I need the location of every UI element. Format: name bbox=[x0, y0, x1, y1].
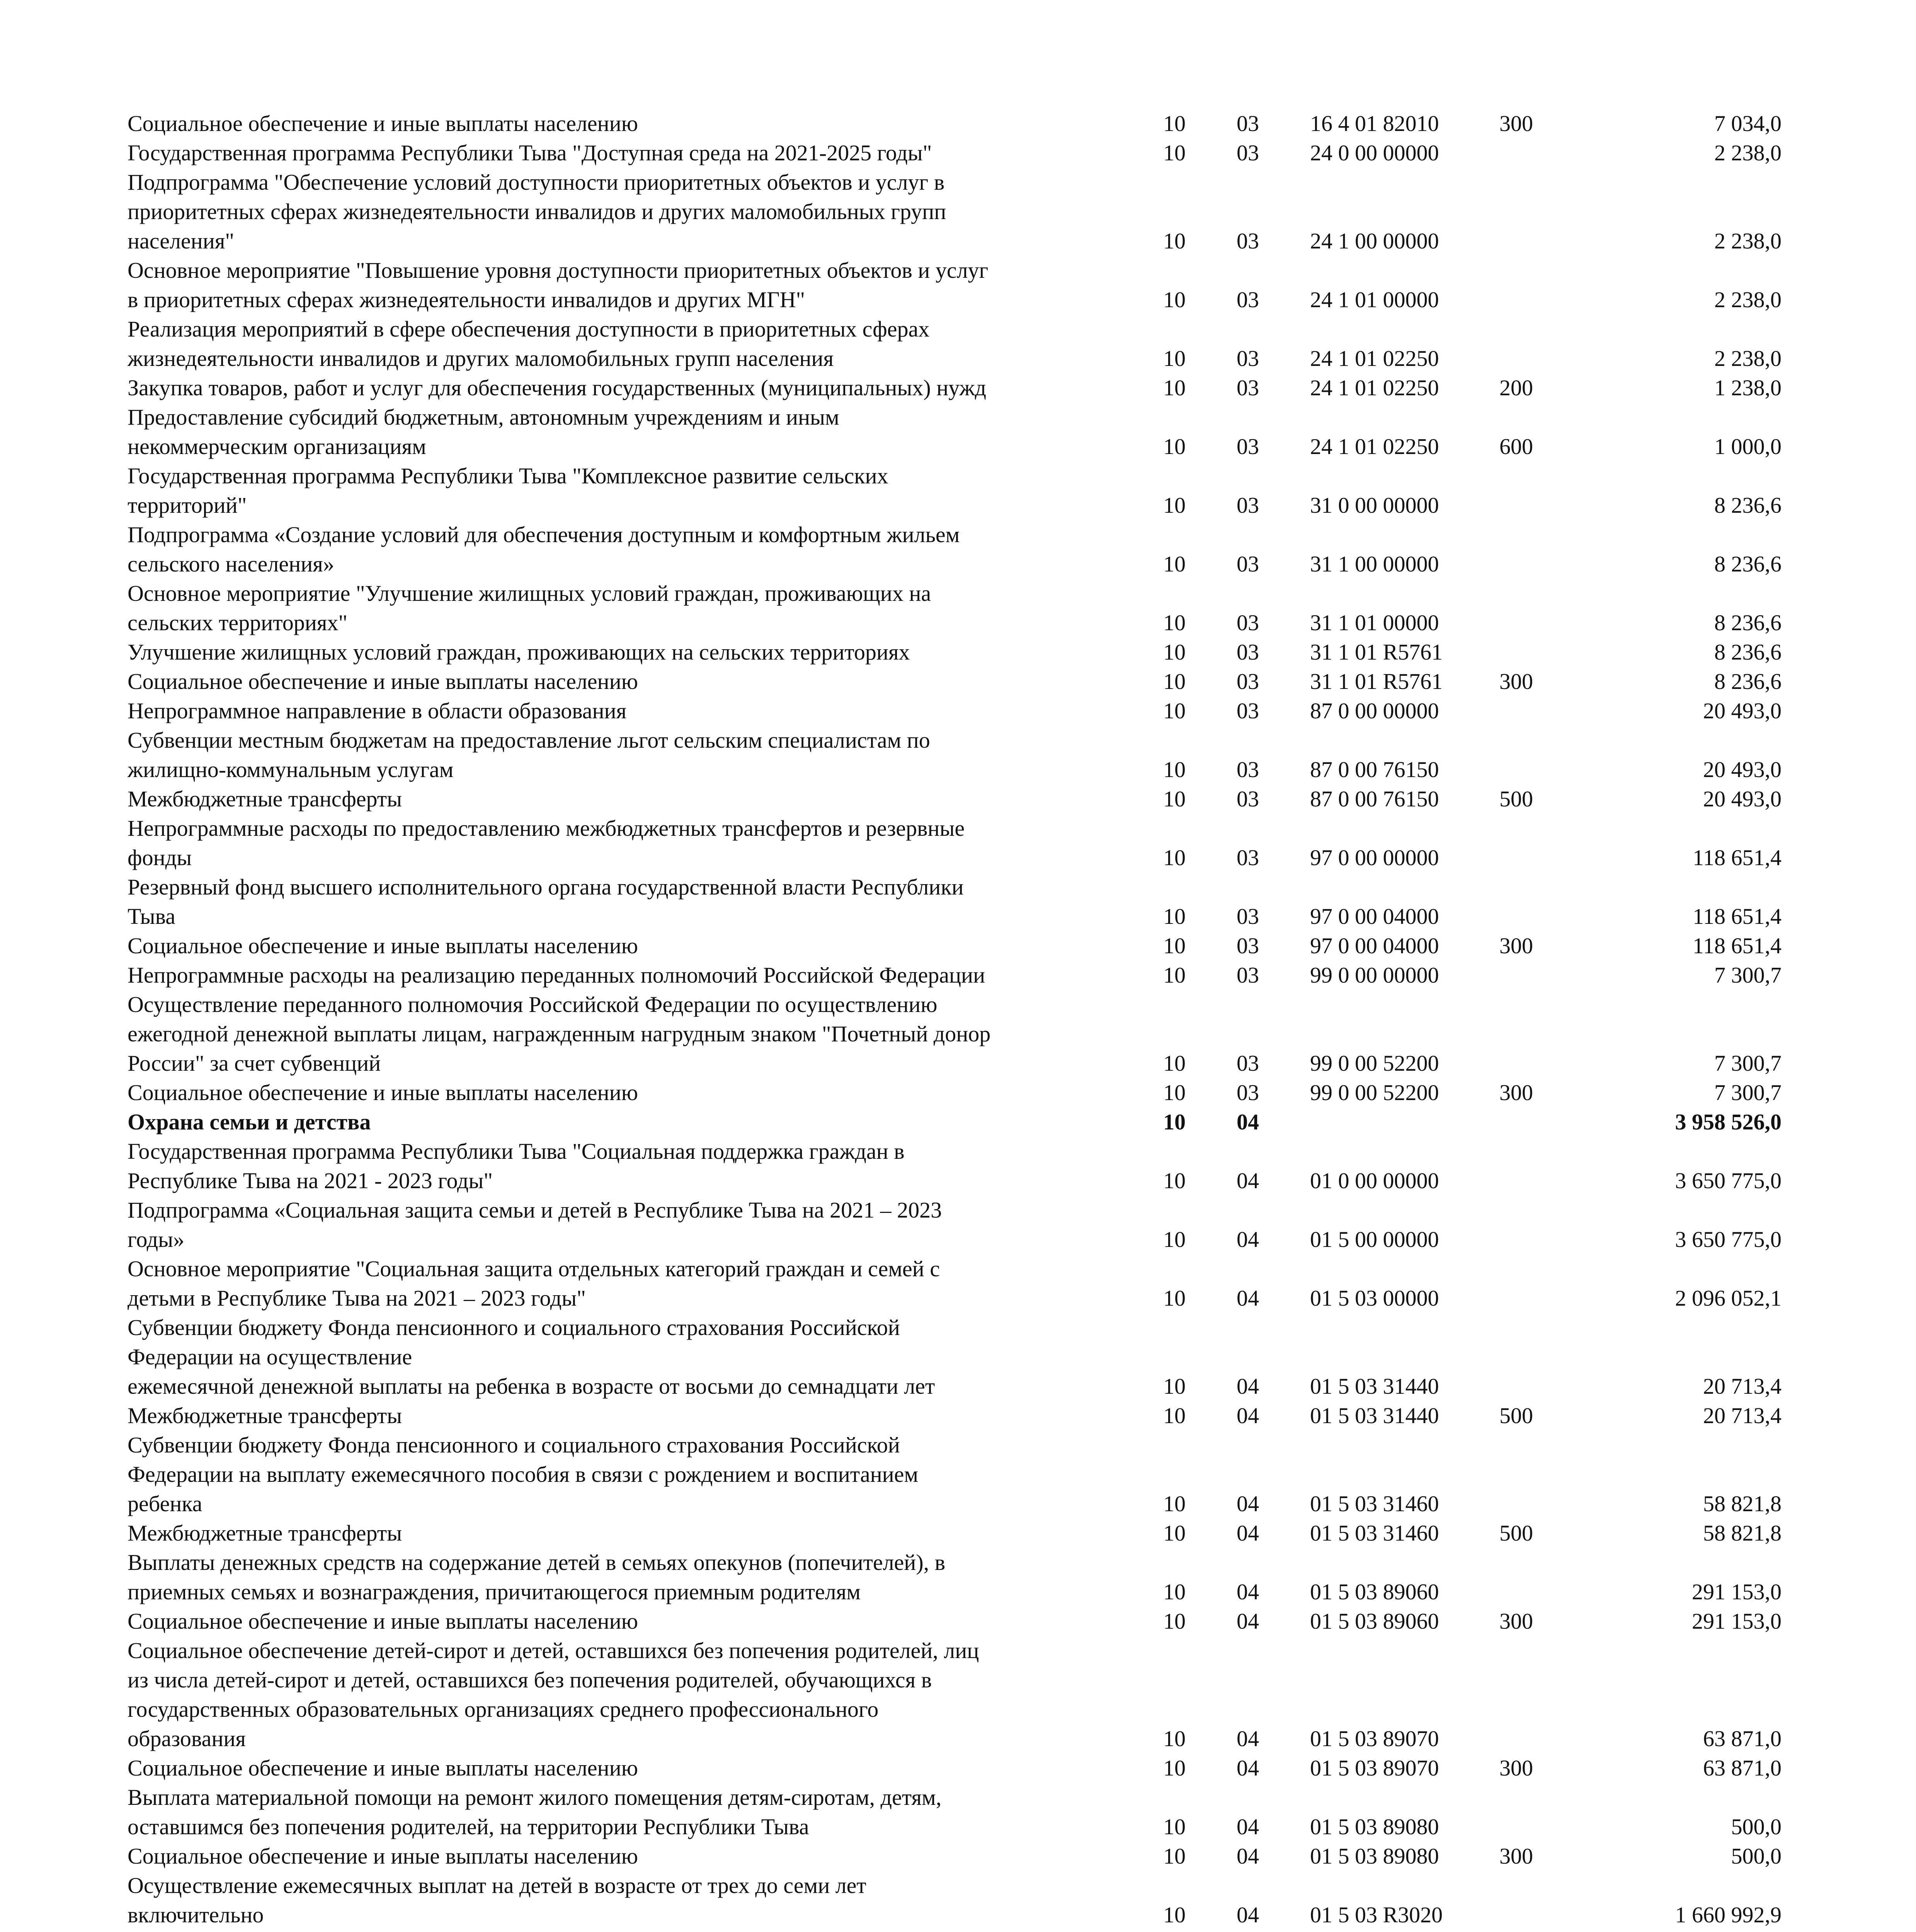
amount-cell: 3 650 775,0 bbox=[1675, 1227, 1782, 1252]
amount-cell: 2 238,0 bbox=[1714, 287, 1782, 312]
amount-cell: 20 493,0 bbox=[1703, 786, 1782, 811]
section-code-cell: 10 bbox=[1163, 493, 1186, 518]
target-article-code-cell: 24 1 01 00000 bbox=[1310, 287, 1439, 312]
table-row bbox=[128, 696, 1789, 726]
subsection-code-cell: 03 bbox=[1237, 434, 1259, 459]
subsection-code-cell: 04 bbox=[1237, 1403, 1259, 1428]
amount-cell: 63 871,0 bbox=[1703, 1726, 1782, 1751]
expense-type-code-cell: 300 bbox=[1499, 1844, 1533, 1869]
table-row bbox=[128, 1313, 1789, 1401]
expense-type-code-cell: 500 bbox=[1499, 1403, 1533, 1428]
table-row bbox=[128, 1783, 1789, 1842]
expense-type-code-cell bbox=[1480, 1871, 1577, 1930]
amount-cell: 20 493,0 bbox=[1703, 757, 1782, 782]
subsection-code-cell: 03 bbox=[1237, 140, 1259, 165]
table-row bbox=[128, 520, 1789, 579]
expense-type-code-cell bbox=[1480, 990, 1577, 1078]
target-article-code-cell: 01 5 03 31440 bbox=[1310, 1403, 1439, 1428]
expense-name-cell: Межбюджетные трансферты bbox=[128, 786, 402, 811]
target-article-code-cell: 87 0 00 00000 bbox=[1310, 698, 1439, 723]
table-row bbox=[128, 403, 1789, 461]
table-row bbox=[128, 990, 1789, 1078]
target-article-code-cell bbox=[1295, 1107, 1480, 1137]
expense-name-cell: Социальное обеспечение и иные выплаты населению bbox=[128, 1080, 638, 1105]
section-code-cell: 10 bbox=[1163, 111, 1186, 136]
section-code-cell: 10 bbox=[1163, 1902, 1186, 1927]
amount-cell: 8 236,6 bbox=[1714, 669, 1782, 694]
table-row bbox=[128, 1930, 1789, 1932]
section-code-cell: 10 bbox=[1163, 1403, 1186, 1428]
target-article-code-cell: 24 1 01 02250 bbox=[1310, 346, 1439, 371]
section-code-cell: 10 bbox=[1163, 1520, 1186, 1546]
expense-type-code-cell bbox=[1480, 1254, 1577, 1313]
subsection-code-cell: 04 bbox=[1237, 1374, 1259, 1399]
expense-name-cell: Реализация мероприятий в сфере обеспечения доступности в приоритетных сферах жизнедеятельности инвалидов и других маломобильных групп населения bbox=[128, 316, 930, 371]
subsection-code-cell: 04 bbox=[1237, 1109, 1259, 1134]
expense-type-code-cell bbox=[1480, 1548, 1577, 1607]
amount-cell: 7 034,0 bbox=[1714, 111, 1782, 136]
amount-cell: 500,0 bbox=[1731, 1844, 1782, 1869]
section-code-cell: 10 bbox=[1163, 1814, 1186, 1839]
expense-name-cell: Социальное обеспечение и иные выплаты населению bbox=[128, 1844, 638, 1869]
target-article-code-cell: 01 5 03 31440 bbox=[1310, 1374, 1439, 1399]
subsection-code-cell: 04 bbox=[1237, 1491, 1259, 1516]
expense-type-code-cell bbox=[1480, 696, 1577, 726]
table-row bbox=[128, 1519, 1789, 1548]
subsection-code-cell: 03 bbox=[1237, 1051, 1259, 1076]
target-article-code-cell: 31 1 01 R5761 bbox=[1310, 639, 1443, 665]
expense-name-cell: Основное мероприятие "Повышение уровня доступности приоритетных объектов и услуг в приоритетных сферах жизнедеятельности инвалидов и других МГН" bbox=[128, 258, 989, 312]
section-code-cell: 10 bbox=[1163, 963, 1186, 988]
expense-name-cell: Межбюджетные трансферты bbox=[128, 1520, 402, 1546]
subsection-code-cell: 03 bbox=[1237, 551, 1259, 577]
subsection-code-cell: 03 bbox=[1237, 845, 1259, 870]
amount-cell: 7 300,7 bbox=[1714, 1051, 1782, 1076]
section-code-cell: 10 bbox=[1163, 551, 1186, 577]
subsection-code-cell: 04 bbox=[1237, 1168, 1259, 1193]
subsection-code-cell: 03 bbox=[1237, 287, 1259, 312]
section-code-cell: 10 bbox=[1163, 1080, 1186, 1105]
target-article-code-cell: 01 5 00 00000 bbox=[1310, 1227, 1439, 1252]
subsection-code-cell: 04 bbox=[1237, 1726, 1259, 1751]
amount-cell: 1 660 992,9 bbox=[1675, 1902, 1782, 1927]
subsection-code-cell: 03 bbox=[1237, 610, 1259, 635]
expense-type-code-cell: 300 bbox=[1499, 1080, 1533, 1105]
subsection-code-cell: 03 bbox=[1237, 786, 1259, 811]
expense-name-cell: Непрограммное направление в области образования bbox=[128, 698, 627, 723]
table-row bbox=[128, 168, 1789, 256]
section-code-cell: 10 bbox=[1163, 287, 1186, 312]
section-code-cell: 10 bbox=[1163, 434, 1186, 459]
section-code-cell: 10 bbox=[1163, 786, 1186, 811]
table-row bbox=[128, 579, 1789, 638]
section-code-cell: 10 bbox=[1163, 1168, 1186, 1193]
amount-cell: 8 236,6 bbox=[1714, 639, 1782, 665]
subsection-code-cell: 04 bbox=[1237, 1609, 1259, 1634]
expense-type-code-cell bbox=[1480, 168, 1577, 256]
amount-cell: 3 958 526,0 bbox=[1675, 1109, 1782, 1134]
expense-name-cell: Выплата материальной помощи на ремонт жилого помещения детям-сиротам, детям, оставшимся без попечения родителей, на территории Республики Тыва bbox=[128, 1785, 942, 1839]
expense-type-code-cell bbox=[1480, 1783, 1577, 1842]
amount-cell: 7 300,7 bbox=[1714, 963, 1782, 988]
expense-name-cell: Охрана семьи и детства bbox=[128, 1109, 371, 1134]
table-row bbox=[128, 1254, 1789, 1313]
subsection-code-cell: 04 bbox=[1237, 1579, 1259, 1604]
subsection-code-cell: 04 bbox=[1237, 1227, 1259, 1252]
section-code-cell: 10 bbox=[1163, 346, 1186, 371]
expense-type-code-cell bbox=[1480, 1930, 1577, 1932]
subsection-code-cell: 03 bbox=[1237, 933, 1259, 958]
target-article-code-cell: 24 1 00 00000 bbox=[1310, 228, 1439, 253]
target-article-code-cell: 31 1 00 00000 bbox=[1310, 551, 1439, 577]
table-row bbox=[128, 1430, 1789, 1519]
expense-name-cell bbox=[128, 1930, 1148, 1932]
subsection-code-cell: 03 bbox=[1237, 346, 1259, 371]
expense-name-cell: Межбюджетные трансферты bbox=[128, 1403, 402, 1428]
expense-name-cell: Подпрограмма "Обеспечение условий доступности приоритетных объектов и услуг в приоритетных сферах жизнедеятельности инвалидов и других маломобильных групп населения" bbox=[128, 170, 946, 253]
expense-name-cell: Субвенции бюджету Фонда пенсионного и социального страхования Российской Федерации на осуществление ежемесячной денежной выплаты на ребенка в возрасте от восьми до семнадцати лет bbox=[128, 1315, 935, 1399]
table-row bbox=[128, 814, 1789, 872]
table-row bbox=[128, 1871, 1789, 1930]
expense-name-cell: Субвенции бюджету Фонда пенсионного и социального страхования Российской Федерации на выплату ежемесячного пособия в связи с рождением и воспитанием ребенка bbox=[128, 1432, 919, 1516]
expense-name-cell: Подпрограмма «Создание условий для обеспечения доступным и комфортным жильем сельского населения» bbox=[128, 522, 960, 577]
table-row bbox=[128, 1196, 1789, 1254]
expense-name-cell: Государственная программа Республики Тыва "Комплексное развитие сельских территорий" bbox=[128, 463, 888, 518]
expense-name-cell: Социальное обеспечение детей-сирот и детей, оставшихся без попечения родителей, лиц из числа детей-сирот и детей, оставшихся без попечения родителей, обучающихся в государственных образовательных организациях среднего профессионального образования bbox=[128, 1638, 979, 1751]
amount-cell: 8 236,6 bbox=[1714, 610, 1782, 635]
target-article-code-cell: 99 0 00 52200 bbox=[1310, 1080, 1439, 1105]
section-code-cell: 10 bbox=[1163, 698, 1186, 723]
section-code-cell: 10 bbox=[1163, 610, 1186, 635]
expense-type-code-cell bbox=[1480, 520, 1577, 579]
section-code-cell: 10 bbox=[1163, 1051, 1186, 1076]
table-row bbox=[128, 256, 1789, 315]
subsection-code-cell: 04 bbox=[1237, 1844, 1259, 1869]
target-article-code-cell: 31 1 01 R5761 bbox=[1310, 669, 1443, 694]
target-article-code-cell: 24 1 01 02250 bbox=[1310, 375, 1439, 400]
section-code-cell: 10 bbox=[1163, 1374, 1186, 1399]
amount-cell: 2 238,0 bbox=[1714, 140, 1782, 165]
subsection-code-cell: 03 bbox=[1237, 963, 1259, 988]
amount-cell: 8 236,6 bbox=[1714, 493, 1782, 518]
expense-name-cell: Государственная программа Республики Тыва "Социальная поддержка граждан в Республике Тыва на 2021 - 2023 годы" bbox=[128, 1139, 905, 1193]
table-row bbox=[128, 638, 1789, 667]
amount-cell: 1 238,0 bbox=[1714, 375, 1782, 400]
target-article-code-cell: 97 0 00 00000 bbox=[1310, 845, 1439, 870]
target-article-code-cell: 01 5 03 89060 bbox=[1310, 1609, 1439, 1634]
section-code-cell: 10 bbox=[1163, 933, 1186, 958]
expense-name-cell: Выплаты денежных средств на содержание детей в семьях опекунов (попечителей), в приемных семьях и вознаграждения, причитающегося приемным родителям bbox=[128, 1550, 946, 1604]
amount-cell: 58 821,8 bbox=[1703, 1520, 1782, 1546]
target-article-code-cell: 01 0 00 00000 bbox=[1310, 1168, 1439, 1193]
target-article-code-cell: 01 5 03 89070 bbox=[1310, 1726, 1439, 1751]
section-code-cell: 10 bbox=[1163, 1286, 1186, 1311]
expense-name-cell: Осуществление ежемесячных выплат на детей в возрасте от трех до семи лет включительно bbox=[128, 1873, 866, 1927]
section-code-cell: 10 bbox=[1163, 1726, 1186, 1751]
amount-cell: 3 650 775,0 bbox=[1675, 1168, 1782, 1193]
amount-cell: 118 651,4 bbox=[1693, 904, 1782, 929]
expense-type-code-cell bbox=[1480, 1137, 1577, 1196]
target-article-code-cell: 99 0 00 00000 bbox=[1310, 963, 1439, 988]
expense-type-code-cell bbox=[1480, 1636, 1577, 1753]
section-code-cell: 10 bbox=[1163, 1109, 1186, 1134]
table-row bbox=[128, 784, 1789, 814]
target-article-code-cell: 01 5 03 89060 bbox=[1310, 1579, 1439, 1604]
expense-name-cell: Основное мероприятие "Социальная защита отдельных категорий граждан и семей с детьми в Республике Тыва на 2021 – 2023 годы" bbox=[128, 1256, 940, 1311]
target-article-code-cell: 31 1 01 00000 bbox=[1310, 610, 1439, 635]
expense-name-cell: Социальное обеспечение и иные выплаты населению bbox=[128, 1609, 638, 1634]
subsection-code-cell: 03 bbox=[1237, 639, 1259, 665]
expense-name-cell: Резервный фонд высшего исполнительного органа государственной власти Республики Тыва bbox=[128, 874, 964, 929]
target-article-code-cell: 24 0 00 00000 bbox=[1310, 140, 1439, 165]
amount-cell: 291 153,0 bbox=[1692, 1579, 1782, 1604]
subsection-code-cell: 03 bbox=[1237, 1080, 1259, 1105]
section-code-cell: 10 bbox=[1163, 904, 1186, 929]
amount-cell: 2 238,0 bbox=[1714, 346, 1782, 371]
target-article-code-cell: 01 5 03 89070 bbox=[1310, 1755, 1439, 1781]
target-article-code-cell: 01 5 03 31460 bbox=[1310, 1491, 1439, 1516]
section-code-cell: 10 bbox=[1163, 228, 1186, 253]
target-article-code-cell: 99 0 00 52200 bbox=[1310, 1051, 1439, 1076]
section-code-cell: 10 bbox=[1163, 757, 1186, 782]
table-row bbox=[128, 1078, 1789, 1107]
expense-name-cell: Социальное обеспечение и иные выплаты населению bbox=[128, 1755, 638, 1781]
target-article-code-cell: 87 0 00 76150 bbox=[1310, 786, 1439, 811]
expense-type-code-cell bbox=[1480, 872, 1577, 931]
expense-name-cell: Непрограммные расходы на реализацию переданных полномочий Российской Федерации bbox=[128, 963, 985, 988]
subsection-code-cell bbox=[1221, 1930, 1295, 1932]
amount-cell: 20 713,4 bbox=[1703, 1403, 1782, 1428]
expense-type-code-cell bbox=[1480, 1107, 1577, 1137]
amount-cell: 2 238,0 bbox=[1714, 228, 1782, 253]
subsection-code-cell: 03 bbox=[1237, 757, 1259, 782]
expense-type-code-cell bbox=[1480, 138, 1577, 168]
expense-type-code-cell bbox=[1480, 461, 1577, 520]
expense-type-code-cell bbox=[1480, 579, 1577, 638]
expense-type-code-cell: 300 bbox=[1499, 111, 1533, 136]
table-row bbox=[128, 1753, 1789, 1783]
subsection-code-cell: 04 bbox=[1237, 1286, 1259, 1311]
expense-name-cell: Социальное обеспечение и иные выплаты населению bbox=[128, 111, 638, 136]
expense-type-code-cell bbox=[1480, 814, 1577, 872]
amount-cell: 291 153,0 bbox=[1692, 1609, 1782, 1634]
expense-name-cell: Государственная программа Республики Тыва "Доступная среда на 2021-2025 годы" bbox=[128, 140, 932, 165]
expense-type-code-cell bbox=[1480, 638, 1577, 667]
table-row bbox=[128, 1548, 1789, 1607]
expense-type-code-cell: 200 bbox=[1499, 375, 1533, 400]
table-row bbox=[128, 726, 1789, 784]
expense-type-code-cell bbox=[1480, 315, 1577, 373]
table-row bbox=[128, 1842, 1789, 1871]
expense-type-code-cell: 600 bbox=[1499, 434, 1533, 459]
amount-cell: 20 493,0 bbox=[1703, 698, 1782, 723]
table-row bbox=[128, 1607, 1789, 1636]
expense-type-code-cell: 300 bbox=[1499, 933, 1533, 958]
subsection-code-cell: 03 bbox=[1237, 904, 1259, 929]
subsection-code-cell: 03 bbox=[1237, 698, 1259, 723]
table-row bbox=[128, 138, 1789, 168]
expense-name-cell: Основное мероприятие "Улучшение жилищных условий граждан, проживающих на сельских территориях" bbox=[128, 581, 931, 635]
subsection-code-cell: 03 bbox=[1237, 375, 1259, 400]
amount-cell: 1 000,0 bbox=[1714, 434, 1782, 459]
subsection-code-cell: 04 bbox=[1237, 1814, 1259, 1839]
subsection-code-cell: 03 bbox=[1237, 493, 1259, 518]
expense-name-cell: Улучшение жилищных условий граждан, проживающих на сельских территориях bbox=[128, 639, 910, 665]
amount-cell: 20 713,4 bbox=[1703, 1374, 1782, 1399]
table-row bbox=[128, 1636, 1789, 1753]
target-article-code-cell: 31 0 00 00000 bbox=[1310, 493, 1439, 518]
expense-type-code-cell: 500 bbox=[1499, 786, 1533, 811]
subsection-code-cell: 03 bbox=[1237, 669, 1259, 694]
subsection-code-cell: 04 bbox=[1237, 1520, 1259, 1546]
expense-type-code-cell: 500 bbox=[1499, 1520, 1533, 1546]
expense-type-code-cell: 300 bbox=[1499, 1609, 1533, 1634]
section-code-cell: 10 bbox=[1163, 1755, 1186, 1781]
target-article-code-cell: 24 1 01 02250 bbox=[1310, 434, 1439, 459]
subsection-code-cell: 03 bbox=[1237, 111, 1259, 136]
expense-name-cell: Закупка товаров, работ и услуг для обеспечения государственных (муниципальных) нужд bbox=[128, 375, 987, 400]
expense-type-code-cell: 300 bbox=[1499, 1755, 1533, 1781]
expense-type-code-cell bbox=[1480, 726, 1577, 784]
amount-cell: 118 651,4 bbox=[1693, 933, 1782, 958]
budget-table bbox=[128, 109, 1789, 1932]
table-row bbox=[128, 931, 1789, 961]
target-article-code-cell: 01 5 03 00000 bbox=[1310, 1286, 1439, 1311]
target-article-code-cell: 87 0 00 76150 bbox=[1310, 757, 1439, 782]
section-code-cell: 10 bbox=[1163, 1227, 1186, 1252]
expense-name-cell: Подпрограмма «Социальная защита семьи и детей в Республике Тыва на 2021 – 2023 годы» bbox=[128, 1197, 942, 1252]
section-code-cell: 10 bbox=[1163, 1491, 1186, 1516]
amount-cell: 118 651,4 bbox=[1693, 845, 1782, 870]
budget-table-body bbox=[128, 109, 1789, 1932]
table-row bbox=[128, 373, 1789, 403]
subsection-code-cell: 04 bbox=[1237, 1902, 1259, 1927]
table-row bbox=[128, 315, 1789, 373]
target-article-code-cell: 01 5 03 R3020 bbox=[1310, 1902, 1443, 1927]
target-article-code-cell: 01 5 03 31460 bbox=[1310, 1520, 1439, 1546]
subsection-code-cell: 03 bbox=[1237, 228, 1259, 253]
expense-type-code-cell bbox=[1480, 1313, 1577, 1401]
section-code-cell bbox=[1148, 1930, 1221, 1932]
table-row bbox=[128, 109, 1789, 138]
expense-type-code-cell bbox=[1480, 1196, 1577, 1254]
target-article-code-cell: 01 5 03 89080 bbox=[1310, 1814, 1439, 1839]
amount-cell: 8 236,6 bbox=[1714, 551, 1782, 577]
target-article-code-cell: 16 4 01 82010 bbox=[1310, 111, 1439, 136]
expense-name-cell: Осуществление переданного полномочия Российской Федерации по осуществлению ежегодной денежной выплаты лицам, награжденным нагрудным знаком "Почетный донор России" за счет субвенций bbox=[128, 992, 991, 1076]
expense-name-cell: Предоставление субсидий бюджетным, автономным учреждениям и иным некоммерческим организациям bbox=[128, 405, 839, 459]
section-code-cell: 10 bbox=[1163, 1609, 1186, 1634]
section-code-cell: 10 bbox=[1163, 1844, 1186, 1869]
expense-name-cell: Социальное обеспечение и иные выплаты населению bbox=[128, 933, 638, 958]
amount-cell: 63 871,0 bbox=[1703, 1755, 1782, 1781]
target-article-code-cell: 01 5 03 89080 bbox=[1310, 1844, 1439, 1869]
subsection-code-cell: 04 bbox=[1237, 1755, 1259, 1781]
target-article-code-cell bbox=[1295, 1930, 1480, 1932]
expense-type-code-cell bbox=[1480, 1430, 1577, 1519]
section-code-cell: 10 bbox=[1163, 669, 1186, 694]
section-code-cell: 10 bbox=[1163, 845, 1186, 870]
expense-type-code-cell bbox=[1480, 961, 1577, 990]
expense-type-code-cell bbox=[1480, 256, 1577, 315]
amount-cell: 500,0 bbox=[1731, 1814, 1782, 1839]
table-row bbox=[128, 1401, 1789, 1430]
table-row bbox=[128, 1137, 1789, 1196]
target-article-code-cell: 97 0 00 04000 bbox=[1310, 933, 1439, 958]
section-code-cell: 10 bbox=[1163, 1579, 1186, 1604]
expense-name-cell: Субвенции местным бюджетам на предоставление льгот сельским специалистам по жилищно-коммунальным услугам bbox=[128, 728, 930, 782]
expense-name-cell: Непрограммные расходы по предоставлению межбюджетных трансфертов и резервные фонды bbox=[128, 816, 965, 870]
amount-cell: 7 300,7 bbox=[1714, 1080, 1782, 1105]
table-row bbox=[128, 872, 1789, 931]
table-row bbox=[128, 961, 1789, 990]
table-row bbox=[128, 461, 1789, 520]
section-code-cell: 10 bbox=[1163, 140, 1186, 165]
amount-cell: 2 096 052,1 bbox=[1675, 1286, 1782, 1311]
section-code-cell: 10 bbox=[1163, 375, 1186, 400]
section-header-row bbox=[128, 1107, 1789, 1137]
amount-cell: 58 821,8 bbox=[1703, 1491, 1782, 1516]
target-article-code-cell: 97 0 00 04000 bbox=[1310, 904, 1439, 929]
expense-name-cell: Социальное обеспечение и иные выплаты населению bbox=[128, 669, 638, 694]
amount-cell bbox=[1577, 1930, 1789, 1932]
section-code-cell: 10 bbox=[1163, 639, 1186, 665]
expense-type-code-cell: 300 bbox=[1499, 669, 1533, 694]
table-row bbox=[128, 667, 1789, 696]
